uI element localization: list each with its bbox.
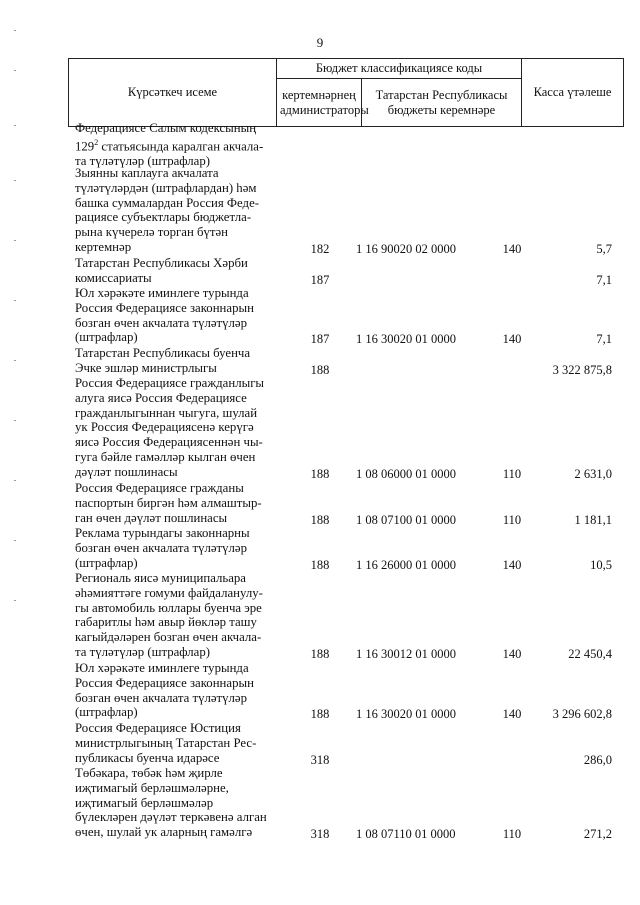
revenue-administrator-code: 188 <box>310 647 330 661</box>
header-table <box>68 58 624 127</box>
binding-margin-marks <box>14 30 17 630</box>
description-line: яисә Россия Федерациясеннән чы- <box>75 435 263 450</box>
description-line: Реклама турындагы законнарны <box>75 526 250 540</box>
cash-execution-amount: 5,7 <box>596 242 612 256</box>
description-line: та түләтүләр (штрафлар) <box>75 644 210 659</box>
description-line: Татарстан Республикасы буенча <box>75 346 251 360</box>
header-indicator-name: Күрсәткеч исеме <box>69 59 277 127</box>
header-republic-budget-revenues: Татарстан Республикасы бюджеты керемнәре <box>362 79 522 127</box>
indicator-description <box>75 526 280 570</box>
description-line: (штрафлар) <box>75 555 138 570</box>
revenue-subtype-code: 140 <box>502 647 522 661</box>
description-line: өчен, шулай ук аларның гамәлгә <box>75 825 253 840</box>
revenue-subtype-code: 110 <box>502 827 522 842</box>
revenue-administrator-code: 187 <box>310 332 330 347</box>
description-line: гы автомобиль юллары буенча эре <box>75 600 262 615</box>
description-line: бозган өчен акчалата түләтүләр <box>75 540 248 555</box>
indicator-description <box>75 286 280 345</box>
indicator-description <box>75 121 280 169</box>
description-line: Зыянны каплауга акчалата <box>75 166 219 180</box>
description-line: $129^2$ статьясында каралган акчала- <box>75 137 264 154</box>
page-number: 9 <box>316 35 324 50</box>
description-line: Федерациясе Салым кодексының <box>75 121 257 135</box>
description-line: (штрафлар) <box>75 705 138 720</box>
budget-classification-code: 1 08 07100 01 0000 <box>356 512 456 527</box>
description-line: Региональ яисә муниципальара <box>75 571 246 585</box>
revenue-subtype-code: 140 <box>502 557 522 572</box>
indicator-description <box>75 766 280 840</box>
cash-execution-amount: 1 181,1 <box>574 512 612 527</box>
cash-execution-amount: 2 631,0 <box>574 466 612 481</box>
header-revenue-administrator: кертемнәрнең администраторы <box>277 79 362 127</box>
description-line: башка суммалардан Россия Феде- <box>75 195 260 210</box>
description-line: дәүләт пошлинасы <box>75 464 178 479</box>
description-line: бозган өчен акчалата түләтүләр <box>75 690 248 705</box>
description-line: бозган өчен акчалата түләтүләр <box>75 315 248 330</box>
description-line: та түләтүләр (штрафлар) <box>75 153 210 168</box>
description-line: Төбәкара, төбәк һәм җирле <box>75 766 223 780</box>
indicator-description <box>75 661 280 720</box>
description-line: Юл хәрәкәте иминлеге турында <box>75 661 249 675</box>
description-line: габаритлы һәм авыр йөкләр ташу <box>75 615 257 630</box>
revenue-administrator-code: 318 <box>310 827 330 842</box>
cash-execution-amount: 7,1 <box>596 332 612 347</box>
header-cash-execution: Касса үтәлеше <box>522 59 624 127</box>
budget-classification-code: 1 16 30020 01 0000 <box>356 332 456 347</box>
description-line: Россия Федерациясе законнарын <box>75 300 254 315</box>
revenue-administrator-code: 188 <box>310 707 330 722</box>
description-line: Россия Федерациясе законнарын <box>75 675 254 690</box>
revenue-administrator-code: 318 <box>310 752 330 767</box>
description-line: Россия Федерациясе гражданы <box>75 481 244 495</box>
revenue-subtype-code: 140 <box>502 707 522 722</box>
description-line: комиссариаты <box>75 270 152 285</box>
description-line: ган өчен дәүләт пошлинасы <box>75 510 228 525</box>
description-line: әһәмияттәге гомуми файдаланулу- <box>75 585 263 600</box>
revenue-administrator-code: 188 <box>310 557 330 572</box>
description-line: (штрафлар) <box>75 330 138 345</box>
description-line: Россия Федерациясе гражданлыгы <box>75 376 265 390</box>
budget-classification-code: 1 08 07110 01 0000 <box>356 827 456 842</box>
indicator-description <box>75 346 280 376</box>
description-line: Россия Федерациясе Юстиция <box>75 721 241 735</box>
cash-execution-amount: 22 450,4 <box>568 647 612 661</box>
cash-execution-amount: 7,1 <box>596 272 612 287</box>
indicator-description <box>75 721 280 765</box>
description-line: паспортын биргән һәм алмаштыр- <box>75 495 262 510</box>
description-line: бүлекләрен дәүләт теркәвенә алган <box>75 810 267 825</box>
description-line: ук Россия Федерациясенә керүгә <box>75 420 254 435</box>
budget-classification-code: 1 16 30020 01 0000 <box>356 707 456 722</box>
revenue-administrator-code: 188 <box>310 512 330 527</box>
description-line: кагыйдәләрен бозган өчен акчала- <box>75 630 262 645</box>
indicator-description <box>75 376 280 480</box>
description-line: түләтүләрдән (штрафлардан) һәм <box>75 180 257 195</box>
description-line: иҗтимагый берләшмәләрне, <box>75 780 229 795</box>
cash-execution-amount: 286,0 <box>583 752 612 767</box>
cash-execution-amount: 271,2 <box>583 827 612 842</box>
header-classification-codes: Бюджет классификациясе коды <box>277 59 522 79</box>
budget-classification-code: 1 16 30012 01 0000 <box>356 647 456 661</box>
budget-classification-code: 1 16 90020 02 0000 <box>356 242 456 256</box>
cash-execution-amount: 10,5 <box>590 557 612 572</box>
description-line: гражданлыгыннан чыгуга, шулай <box>75 405 258 420</box>
description-line: иҗтимагый берләшмәләр <box>75 795 214 810</box>
description-line: алуга яисә Россия Федерациясе <box>75 390 247 405</box>
description-line: Эчке эшләр министрлыгы <box>75 360 217 375</box>
revenue-subtype-code: 140 <box>502 332 522 347</box>
indicator-description <box>75 256 280 286</box>
revenue-subtype-code: 140 <box>502 242 522 256</box>
description-line: Юл хәрәкәте иминлеге турында <box>75 286 249 300</box>
description-line: гуга бәйле гамәлләр кылган өчен <box>75 449 256 464</box>
budget-classification-code: 1 08 06000 01 0000 <box>356 466 456 481</box>
budget-classification-code: 1 16 26000 01 0000 <box>356 557 456 572</box>
revenue-subtype-code: 110 <box>502 512 522 527</box>
revenue-administrator-code: 188 <box>310 466 330 481</box>
revenue-administrator-code: 188 <box>310 362 330 377</box>
description-line: рына күчерелә торган бүтән <box>75 225 229 240</box>
description-line: публикасы буенча идарәсе <box>75 750 220 765</box>
revenue-subtype-code: 110 <box>502 466 522 481</box>
indicator-description <box>75 571 280 660</box>
cash-execution-amount: 3 322 875,8 <box>552 362 612 377</box>
cash-execution-amount: 3 296 602,8 <box>552 707 612 722</box>
revenue-administrator-code: 187 <box>310 272 330 287</box>
indicator-description <box>75 166 280 255</box>
indicator-description <box>75 481 280 525</box>
description-line: рациясе субъектлары бюджетла- <box>75 210 252 225</box>
revenue-administrator-code: 182 <box>310 242 330 256</box>
description-line: министрлыгының Татарстан Рес- <box>75 735 257 750</box>
description-line: кертемнәр <box>75 239 132 254</box>
description-line: Татарстан Республикасы Хәрби <box>75 256 248 270</box>
